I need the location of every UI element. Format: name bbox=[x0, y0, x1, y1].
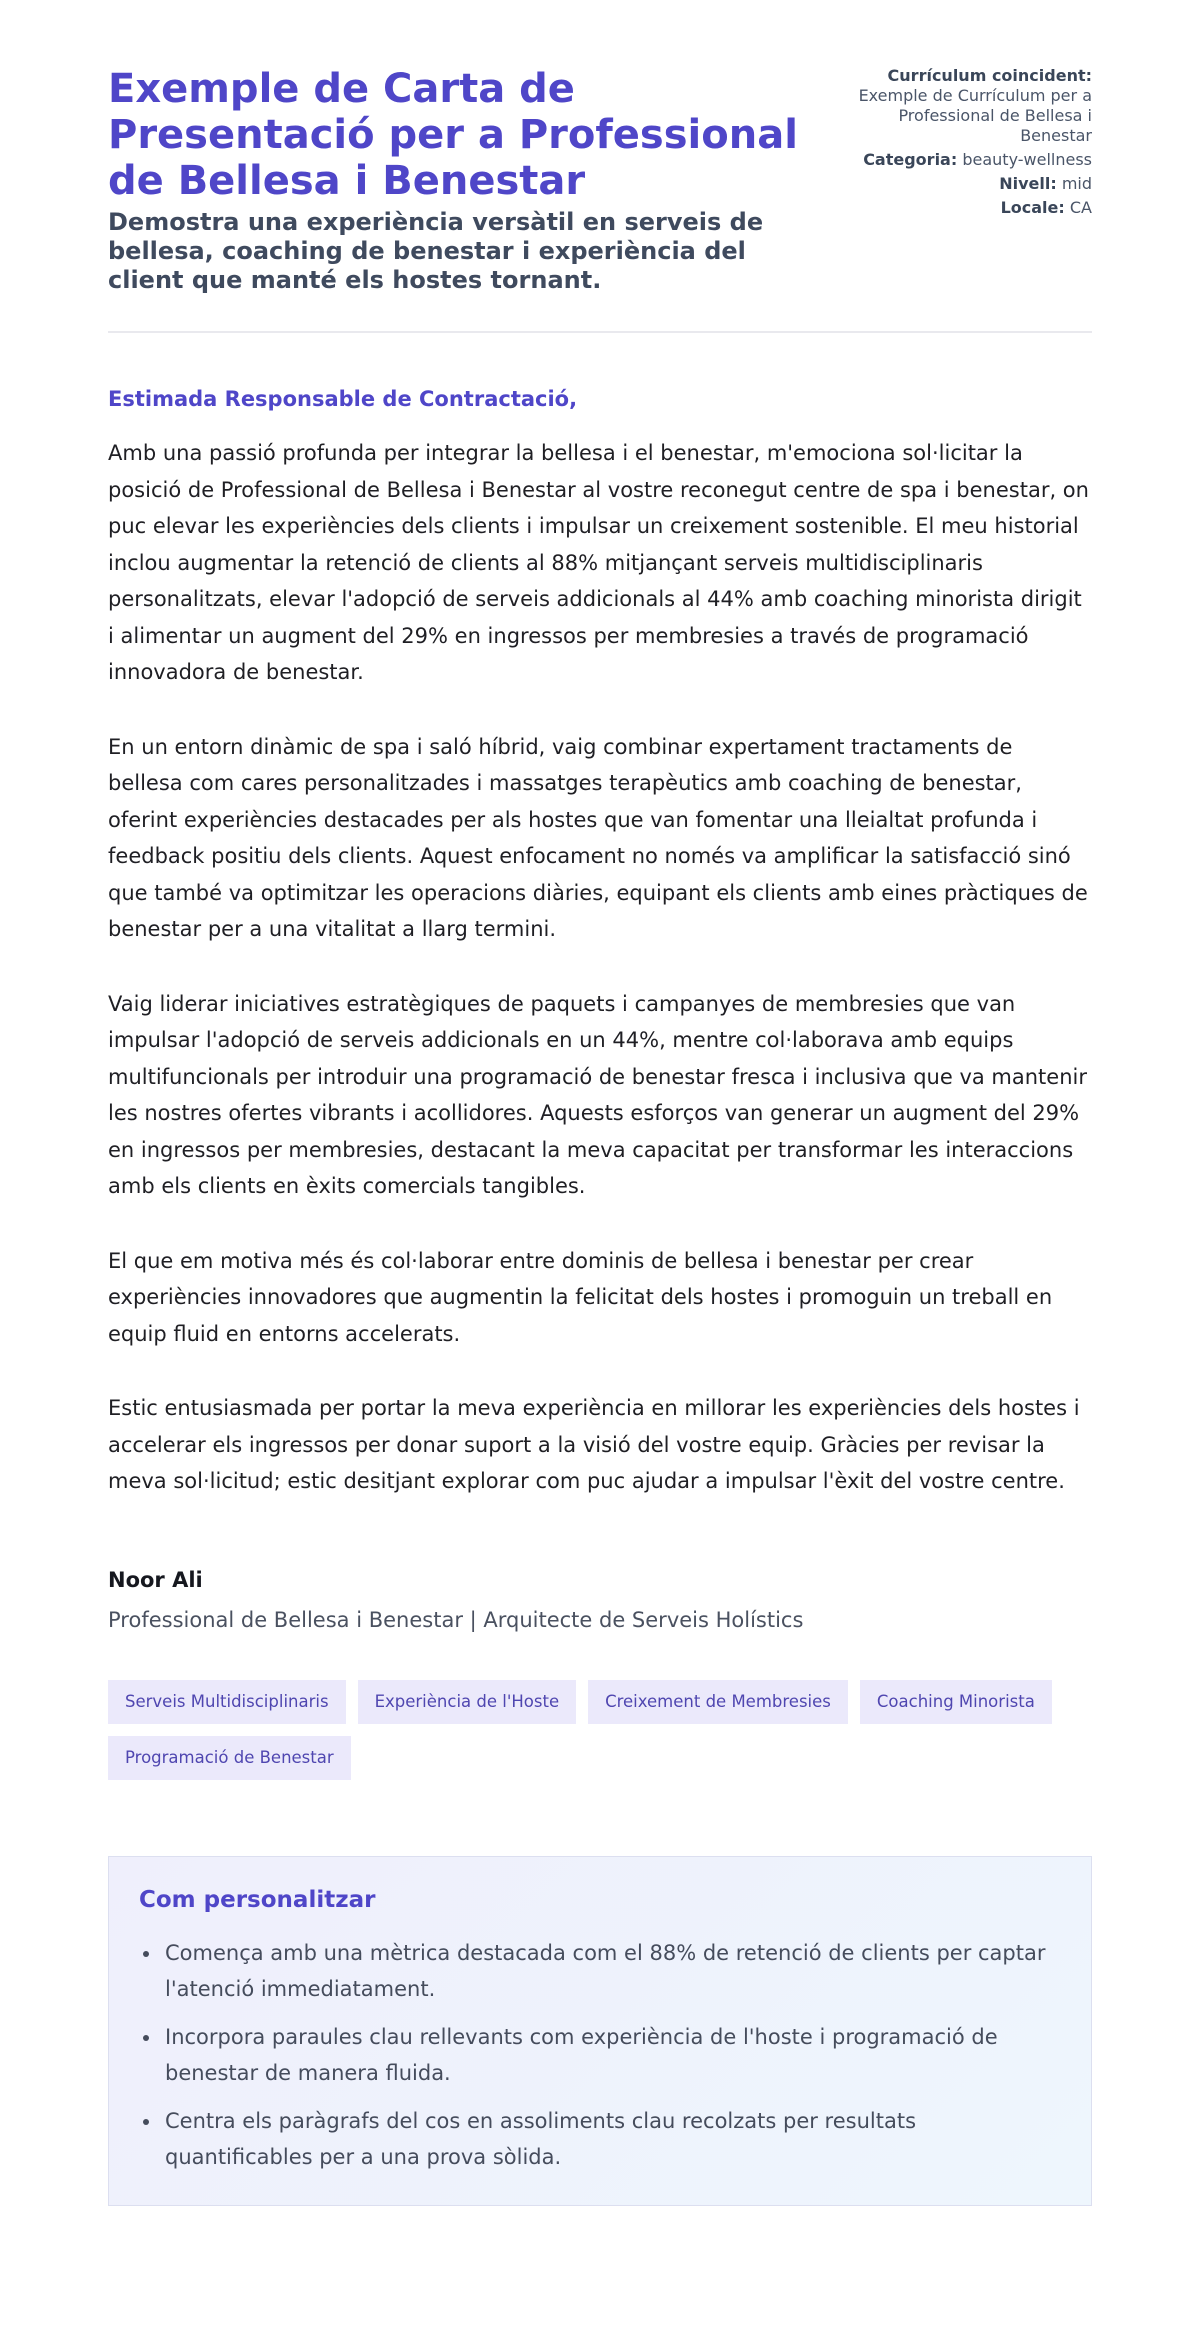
letter-paragraph: Amb una passió profunda per integrar la bellesa i el benestar, m'emociona sol·licitar la posició de Professional de Bellesa i Benestar al vostre reconegut centre de spa i benestar, on puc elevar les experiències dels clients i impulsar un creixement sostenible. El meu historial inclou augmentar la retenció de clients al 88% mitjançant serveis multidisciplinaris personalitzats, elevar l'adopció de serveis addicionals al 44% amb coaching minorista dirigit i alimentar un augment del 29% en ingressos per membresies a través de programació innovadora de benestar. bbox=[108, 441, 1089, 684]
meta-resume-label: Currículum coincident: bbox=[887, 66, 1092, 85]
meta-resume bbox=[832, 66, 1092, 146]
tips-title: Com personalitzar bbox=[139, 1886, 376, 1913]
letter-body bbox=[108, 385, 1092, 1632]
letter-paragraph: En un entorn dinàmic de spa i saló híbrid, vaig combinar expertament tractaments de bellesa com cares personalitzades i massatges terapèutics amb coaching de benestar, oferint experiències destacades per als hostes que van fomentar una lleialtat profunda i feedback positiu dels clients. Aquest enfocament no només va amplificar la satisfacció sinó que també va optimitzar les operacions diàries, equipant els clients amb eines pràctiques de benestar per a una vitalitat a llarg termini. bbox=[108, 734, 1088, 941]
tag-chip: Experiència de l'Hoste bbox=[358, 1680, 577, 1724]
keyword-tags bbox=[108, 1680, 1098, 1780]
tips-list-item: Comença amb una mètrica destacada com el 88% de retenció de clients per captar l'atenció immediatament. bbox=[165, 1935, 1061, 2007]
tag-chip: Creixement de Membresies bbox=[588, 1680, 848, 1724]
tag-chip: Coaching Minorista bbox=[860, 1680, 1052, 1724]
customization-tips-box bbox=[108, 1856, 1092, 2206]
letter-greeting: Estimada Responsable de Contractació, bbox=[108, 387, 578, 411]
meta-category bbox=[832, 150, 1092, 170]
letter-paragraph: Estic entusiasmada per portar la meva experiència en millorar les experiències dels hostes i accelerar els ingressos per donar suport a la visió del vostre equip. Gràcies per revisar la meva sol·licitud; estic desitjant explorar com puc ajudar a impulsar l'èxit del vostre centre. bbox=[108, 1396, 1080, 1493]
meta-category-label: Categoria: bbox=[863, 150, 958, 169]
header-titles bbox=[108, 64, 808, 295]
meta-resume-value: Exemple de Currículum per a Professional de Bellesa i Benestar bbox=[858, 86, 1092, 145]
letter-paragraph: Vaig liderar iniciatives estratègiques de paquets i campanyes de membresies que van impulsar l'adopció de serveis addicionals en un 44%, mentre col·laborava amb equips multifuncionals per introduir una programació de benestar fresca i inclusiva que va mantenir les nostres ofertes vibrants i acollidores. Aquests esforços van generar un augment del 29% en ingressos per membresies, destacant la meva capacitat per transformar les interaccions amb els clients en èxits comercials tangibles. bbox=[108, 991, 1087, 1198]
signature-title: Professional de Bellesa i Benestar | Arquitecte de Serveis Holístics bbox=[108, 1607, 804, 1632]
meta-category-value: beauty-wellness bbox=[962, 150, 1092, 169]
meta-level bbox=[832, 174, 1092, 194]
signature-name: Noor Ali bbox=[108, 1567, 203, 1592]
meta-locale-label: Locale: bbox=[1000, 198, 1065, 217]
page-header bbox=[108, 64, 1092, 333]
meta-level-label: Nivell: bbox=[999, 174, 1057, 193]
letter-paragraph: El que em motiva més és col·laborar entre dominis de bellesa i benestar per crear experiències innovadores que augmentin la felicitat dels hostes i promoguin un treball en equip fluid en entorns accelerats. bbox=[108, 1248, 1053, 1346]
tag-chip: Programació de Benestar bbox=[108, 1736, 351, 1780]
tips-list bbox=[139, 1935, 1061, 2175]
meta-locale-value: CA bbox=[1069, 198, 1092, 217]
meta-locale bbox=[832, 198, 1092, 218]
tag-chip: Serveis Multidisciplinaris bbox=[108, 1680, 346, 1724]
page-title: Exemple de Carta de Presentació per a Professional de Bellesa i Benestar bbox=[108, 66, 798, 204]
meta-info bbox=[832, 66, 1092, 222]
tips-list-item: Incorpora paraules clau rellevants com experiència de l'hoste i programació de benestar de manera fluida. bbox=[165, 2019, 1061, 2091]
meta-level-value: mid bbox=[1061, 174, 1092, 193]
page-subtitle: Demostra una experiència versàtil en serveis de bellesa, coaching de benestar i experiència del client que manté els hostes tornant. bbox=[108, 208, 764, 294]
tips-list-item: Centra els paràgrafs del cos en assoliments clau recolzats per resultats quantificables per a una prova sòlida. bbox=[165, 2103, 1061, 2175]
